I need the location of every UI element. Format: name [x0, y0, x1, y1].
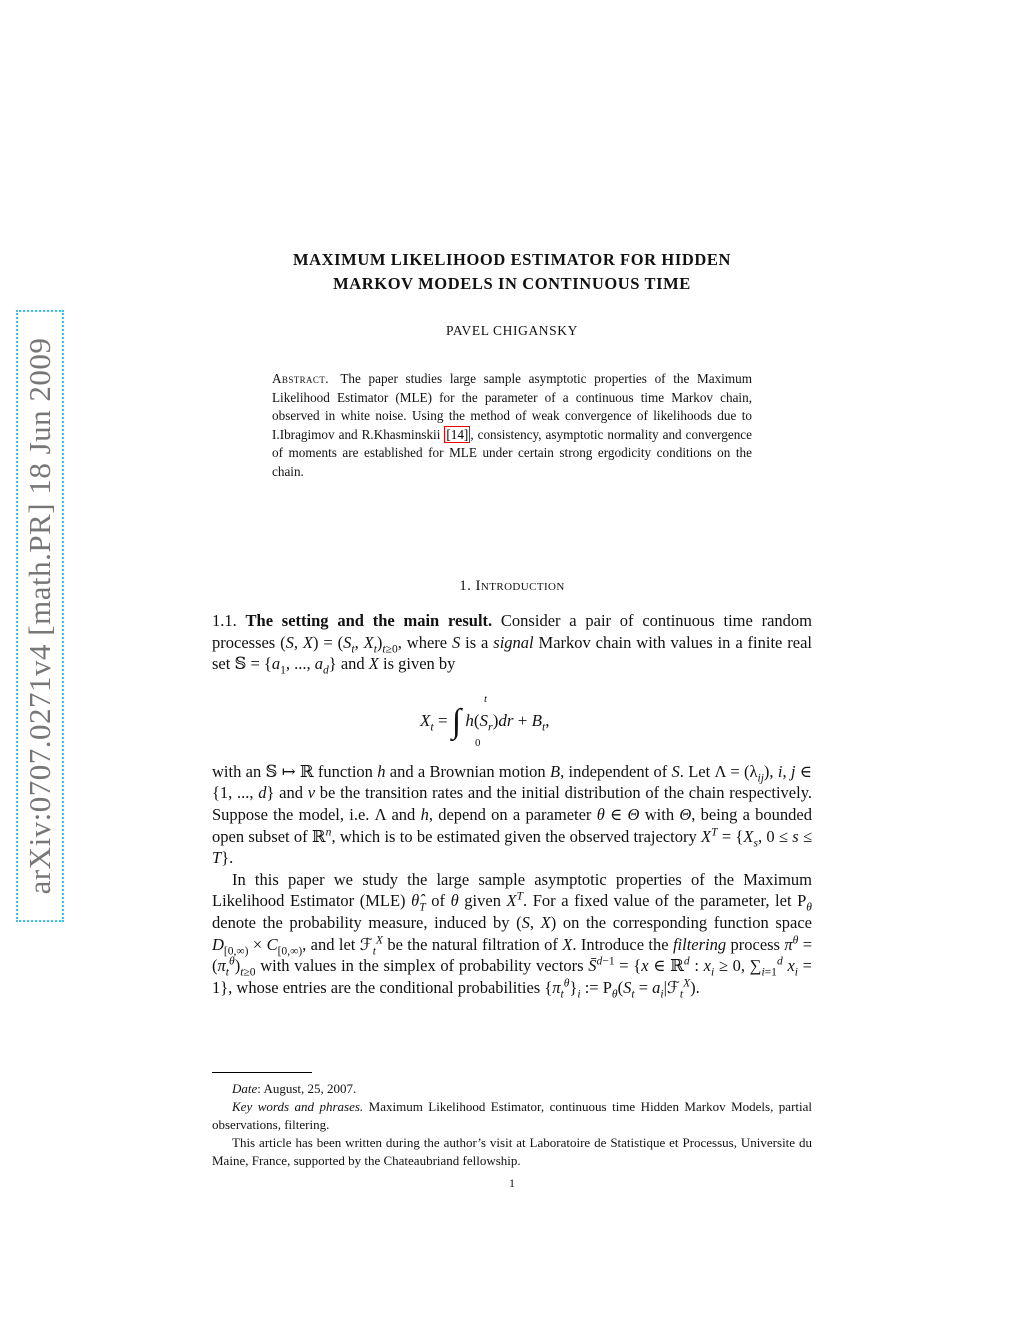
- author-name: PAVEL CHIGANSKY: [446, 323, 578, 338]
- subsection-number: 1.1.: [212, 611, 237, 630]
- paragraph: with an 𝕊 ↦ ℝ function h and a Brownian motion B, independent of S. Let $\Lambda = (\lambda_{ij})$, i, j ∈ {1, ..., d} and ν be the transition rates and the initial distribution of the chain respectively. Suppose the model, i.e. Λ and h, depend on a parameter θ ∈ Θ with Θ, being a bounded open subset of ℝ$^n$, which is to be estimated given the observed trajectory $X^T = \{X_s$, 0 ≤ s ≤ T}.: [212, 761, 813, 868]
- citation-link[interactable]: [14]: [446, 426, 469, 442]
- footnote-date: Date: August, 25, 2007.: [232, 1081, 357, 1096]
- abstract-text-cont: , consistency, asymptotic normality and convergence of moments are established for MLE under certain strong ergodicity conditions on the chain.: [272, 426, 752, 479]
- arxiv-stamp: [16, 310, 64, 922]
- arxiv-identifier: arXiv:0707.0271v4 [math.PR] 18 Jun 2009: [22, 337, 57, 895]
- title-line-2: MARKOV MODELS IN CONTINUOUS TIME: [333, 274, 691, 293]
- abstract-text: The paper studies large sample asymptotic properties of the Maximum Likelihood Estimator (MLE) for the parameter of a continuous time Markov chain, observed in white noise. Using the method of weak convergence of likelihoods due to I.Ibragimov and R.Khasminskii: [272, 371, 752, 442]
- keywords-value: Maximum Likelihood Estimator, continuous time Hidden Markov Models, partial observations, filtering.: [212, 1099, 813, 1132]
- date-value: August, 25, 2007.: [263, 1081, 357, 1096]
- date-label: Date: [232, 1081, 258, 1096]
- footnote-keywords: [212, 1098, 812, 1134]
- section-number: 1.: [459, 578, 472, 594]
- section-title: Introduction: [475, 578, 565, 594]
- paper-title: [212, 248, 812, 296]
- section-heading: [212, 578, 812, 595]
- footnotes: [212, 1080, 812, 1170]
- subsection-title: The setting and the main result.: [245, 611, 493, 630]
- page-number: 1: [509, 1176, 515, 1190]
- footnote-support: This article has been written during the author’s visit at Laboratoire de Statistique et Processus, Universite du Maine, France, supported by the Chateaubriand fellowship.: [212, 1135, 812, 1168]
- paragraph: 1.1. The setting and the main result. Consider a pair of continuous time random processes (S, $X) = (S_t$, $X_t)_{t\ge 0}$, where S is a signal Markov chain with values in a finite real set 𝕊 = {$a_1$, ..., $a_d$} and X is given by: [212, 611, 812, 677]
- abstract-label: Abstract.: [272, 371, 329, 386]
- footnote-rule: [212, 1072, 312, 1073]
- keywords-label: Key words and phrases.: [232, 1099, 364, 1114]
- abstract: [272, 370, 752, 481]
- display-equation: t $X_t$ = ∫ $h(S_r)dr + B_t$, 0: [420, 692, 550, 749]
- paragraph: In this paper we study the large sample asymptotic properties of the Maximum Likelihood Estimator (MLE) $\thetâ_T$ of θ given $X^T$. For a fixed value of the parameter, let $P_\theta$ denote the probability measure, induced by (S, X) on the corresponding function space $D_{[0,\infty)} \times C_{[0,\infty)}$, and let ℱ$_t^X$ be the natural filtration of X. Introduce the filtering process $\pi^\theta = (\pi_t^\theta)_{t\ge 0}$ with values in the simplex of probability vectors S̄$^{d-1}$ = {x ∈ ℝ$^d$ : $x_i \ge 0$, $\sum_{i=1}^d$ $x_i = 1$}, whose entries are the conditional probabilities $\{\pi_t^\theta\}_i$ := $P_\theta(S_t$ = $a_i|ℱ_t^X$).: [212, 869, 813, 1001]
- body-text: [212, 610, 813, 1001]
- title-line-1: MAXIMUM LIKELIHOOD ESTIMATOR FOR HIDDEN: [292, 250, 732, 269]
